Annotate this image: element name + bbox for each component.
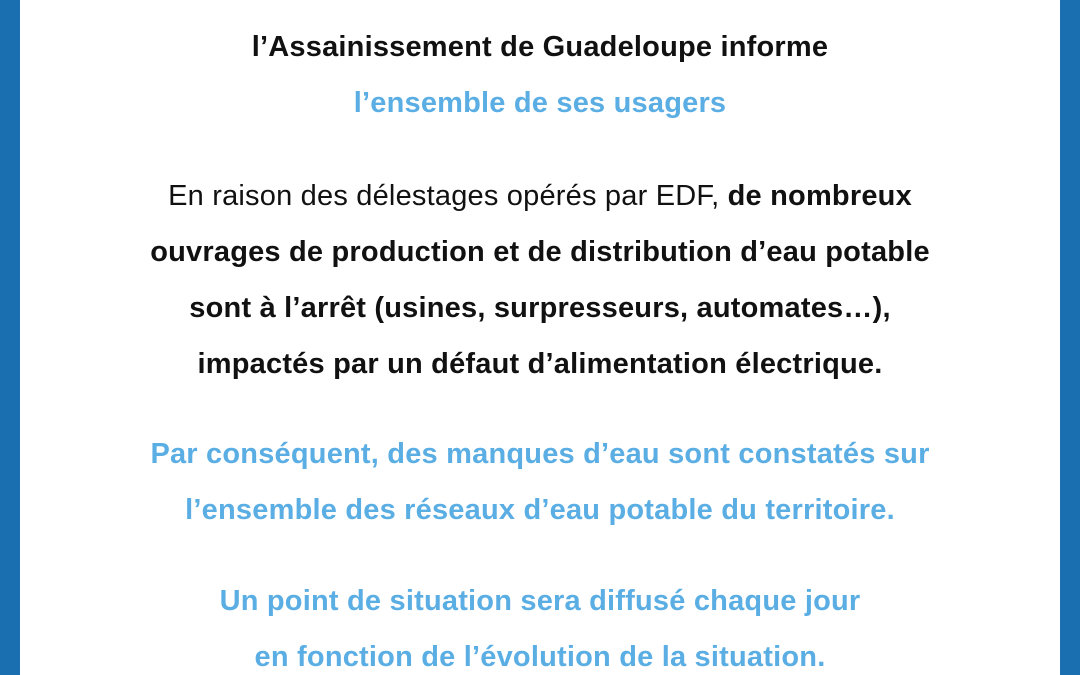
paragraph2-line-1: Par conséquent, des manques d’eau sont constatés sur — [150, 438, 930, 470]
paragraph1-line-1-bold: de nombreux — [727, 180, 912, 212]
paragraph3-line-1: Un point de situation sera diffusé chaque jour — [219, 585, 861, 617]
paragraph1-line-2: ouvrages de production et de distribution d’eau potable — [150, 236, 930, 268]
paragraph1-line-4: impactés par un défaut d’alimentation électrique. — [197, 348, 883, 380]
paragraph1-line-1-normal: En raison des délestages opérés par EDF, — [168, 180, 728, 212]
header-line-1: l’Assainissement de Guadeloupe informe — [251, 31, 829, 63]
paragraph1-line-3: sont à l’arrêt (usines, surpresseurs, automates…), — [189, 292, 891, 324]
header-line-2: l’ensemble de ses usagers — [353, 87, 727, 119]
paragraph2-line-2: l’ensemble des réseaux d’eau potable du territoire. — [185, 494, 895, 526]
notice-panel — [20, 0, 1060, 675]
paragraph1-line-1 — [20, 182, 1060, 211]
paragraph3-line-2: en fonction de l’évolution de la situation. — [254, 641, 826, 673]
